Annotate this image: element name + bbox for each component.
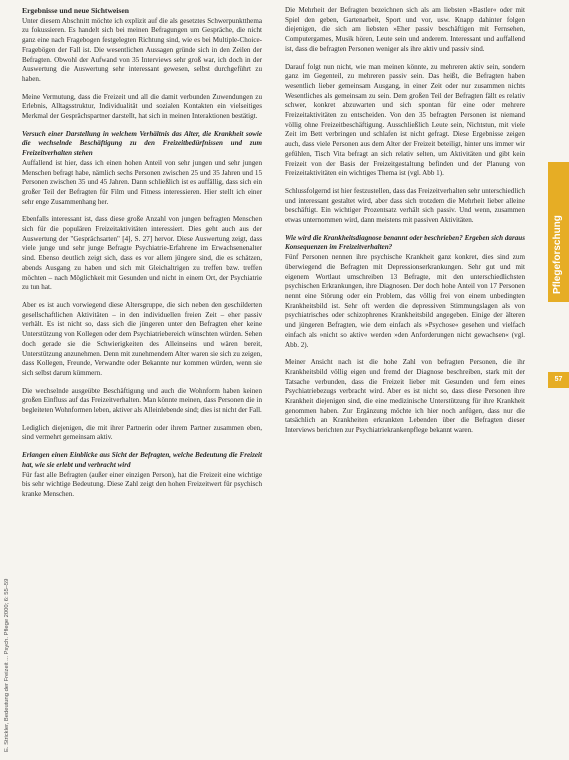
paragraph: Aber es ist auch vorwiegend diese Altersgruppe, die sich neben den geschilderten gesellschaftlichen Aktivitäten – in den individuellen freien Zeit – eher passiv verhält. Es ist nicht so, dass sich die jüngeren unter den Befragten eher keine Unterstützung von Kollegen oder dem Psychiatriebereich wünschten würden. Sehen doch gerade sie die Schwierigkeiten des Alleinseins und wären bereit, Unterstützung anzunehmen. Denn mit zunehmendem Alter waren sie sich zu zeigen, dass Kollegen, Freunde, Verwandte oder Bekannte nur kommen würden, wenn sie sich selbst darum kümmern. — [22, 300, 262, 377]
paragraph: Die Mehrheit der Befragten bezeichnen sich als am liebsten »Bastler« oder mit Spiel den geben, Gartenarbeit, Sport und vor, usw. Knapp dahinter folgen diejenigen, die sich am liebsten »Eher passiv beschäftigen mit Fernsehen, Computergames, Musik hören, Leute sein und anderem. Interessant und auffallend ist, dass die befragten Personen weniger als ihre aktiv und passiv sind. — [285, 6, 525, 53]
question-heading: Versuch einer Darstellung in welchem Verhältnis das Alter, die Krankheit sowie die wechselnde Beschäftigung zu den Freizeitbedürfnissen und zum Freizeitverhalten stehen — [22, 129, 262, 158]
left-column — [22, 6, 262, 508]
paragraph: Auffallend ist hier, dass ich einen hohen Anteil von sehr jungen und sehr jungen Menschen befragt habe, nämlich sechs Personen zwischen 25 und 35 Jahren und 15 Personen zwischen 35 und 45 Jahren. Dann schließlich ist es auffällig, dass sich ein großer Teil der Befragten für Film und Fitness interessieren. Hier stellt ich einer sehr enge Zusammenhang her. — [22, 158, 262, 206]
paragraph: Ebenfalls interessant ist, dass diese große Anzahl von jungen befragten Menschen sich für die populären Freizeitaktivitäten interessiert. Dies geht auch aus der Auswertung der "Gesprächsarten" [4], S. 27] hervor. Diese Auswertung zeigt, dass viele junge und sehr junge Befragte Psychiatrie-Erfahrene im Erwachsenenalter sind. Ebenso deutlich zeigt sich, dass es vor allem jüngere sind, die es schätzen, abends Ausgang zu haben und sich mit Gleichaltrigen zu treffen bzw. treffen möchten – nach Möglichkeit mit Gesunden und nicht in einem Ort, der Psychiatrie zu tun hat. — [22, 215, 262, 292]
side-tab-label: Pflegeforschung — [552, 215, 563, 294]
citation-footer: E. Strickler, Bedeutung der Freizeit ... Psych. Pflege 2000; 6: 55–59 — [4, 578, 10, 752]
paragraph: Fünf Personen nennen ihre psychische Krankheit ganz konkret, dies sind zum überwiegend die Befragten mit Depressionserkrankungen. Sehr gut und mit eigenem Wortlaut umschreiben 13 Befragte, mit den unterschiedlichsten psychischen Erkrankungen, ihre Diagnosen. Der doch hohe Anteil von 17 Personen nennt eine Störung oder ein Problem, das völlig frei von einem unbedingten Krankheitsbild ist. Sehr oft werden die depressiven Stimmungslagen als von psychiatrisches oder schizophrenes Krankheitsbild angegeben. Einige der älteren und jüngeren Befragten, wie dem einfach als »Psychose« gesehen und vielfach einfach als »nicht so aktiv« werden »den Anforderungen nicht gewachsen« (vgl. Abb. 2). — [285, 253, 525, 349]
section-side-tab — [548, 162, 569, 302]
paragraph: Darauf folgt nun nicht, wie man meinen könnte, zu mehreren aktiv sein, sondern ganz im Gegenteil, zu mehreren passiv sein. Das heißt, die Befragten haben wesentlich lieber gemeinsam Ausgang, in einer Zeit oder nur zusammen nichts Wesentliches als gemeinsam zu sein. Dem großen Teil der Befragten fällt es relativ schwer, konkret abzuwarten und sich spontan für eine oder mehrere Freizeitaktivitäten zu entscheiden. Von den 35 befragten Personen ist niemand völlig ohne Freizeitbeschäftigung. Ausschließlich Leute sein, Nichtstun, mit viele Zeit im Bett verbringen und schlafen ist nicht gefragt. Diese Ergebnisse zeigen auch, dass viele Personen aus dem Alter der Freizeit beteiligt, hinter uns immer wir gefühlen, Tisch Vita befragt an sich relativ selten, um Aktivitäten und gibt kein Freizeit von der Basis der Freizeitgestaltung befinden und der Planung von Freizeitaktivitäten ein wichtiges Thema ist (vgl. Abb 1). — [285, 62, 525, 178]
paragraph: Meine Vermutung, dass die Freizeit und all die damit verbunden Zuwendungen zu Erlebnis, Alltagsstruktur, Individualität und sozialen Kontakten ein vielseitiges Merkmal der Gesprächspartner darstellt, hat sich in meinen Interaktionen bestätigt. — [22, 92, 262, 121]
paragraph: Meiner Ansicht nach ist die hohe Zahl von befragten Personen, die ihr Krankheitsbild völlig eigen und fremd der Diagnose beschreiben, stark mit der Tatsache verbunden, dass die Freizeit lieber mit Gesunden und fern eines Psychiatriebezugs verbracht wird. Aber es ist nicht so, dass diese Personen ihre Krankheit diejenigen sind, die eine medizinische Unterstützung für ihre Krankheit genommen haben. Zur Ergänzung möchte ich hier noch anfügen, dass nur die tatsächlich an Krankheiten erkrankten Lebenden über die Befragten dieser Interviews berichten zur Psychiatriekrankenpflege bekannt waren. — [285, 358, 525, 435]
paragraph: Schlussfolgernd ist hier festzustellen, dass das Freizeitverhalten sehr unterschiedlich und interessant gestaltet wird, aber dass sich trotzdem die Mehrheit lieber alleine beschäftigt. Ein wichtiger Prozentsatz verhält sich passiv. Und wenn, zusammen etwas unternommen wird, dann meistens mit passiven Aktivitäten. — [285, 186, 525, 225]
paragraph: Lediglich diejenigen, die mit ihrer Partnerin oder ihrem Partner zusammen eben, sind vermehrt gemeinsam aktiv. — [22, 423, 262, 442]
paragraph: Für fast alle Befragten (außer einer einzigen Person), hat die Freizeit eine wichtige bis sehr wichtige Bedeutung. Diese Zahl zeigt den hohen Freizeitwert für psychisch kranke Menschen. — [22, 470, 262, 498]
question-heading: Wie wird die Krankheitsdiagnose benannt oder beschrieben? Ergeben sich daraus Konsequenzen im Freizeitverhalten? — [285, 233, 525, 252]
question-heading: Erlangen einen Einblicke aus Sicht der Befragten, welche Bedeutung die Freizeit hat, wie sie erlebt und verbracht wird — [22, 451, 262, 469]
right-column — [285, 6, 525, 444]
paragraph: Die wechselnde ausgeübte Beschäftigung und auch die Wohnform haben keinen großen Einfluss auf das Freizeitverhalten. Man könnte meinen, dass Personen die in begleiteten Wohnformen leben, aktiver als Alleinlebende sind; dies ist nicht der Fall. — [22, 386, 262, 415]
page-number: 57 — [548, 372, 569, 388]
section-heading: Ergebnisse und neue Sichtweisen — [22, 6, 129, 15]
paragraph: Unter diesem Abschnitt möchte ich explizit auf die als gesetztes Schwerpunktthema zu fokussieren. Es handelt sich bei meinen Befragungen um Gespräche, die nicht ganz eine nach Fragebogen festgelegten Richtung sind, wie es bei Multiple-Choice-Fragebögen der Fall ist. Die wesentlichen Aussagen gründe sich in den Zeilen der Befragten. Obwohl der Aufwand von 35 Interviews sehr groß war, ich doch in der Auswertung die Auswertung sehr interessant gewesen, selbst durchgeführt zu haben. — [22, 16, 262, 83]
